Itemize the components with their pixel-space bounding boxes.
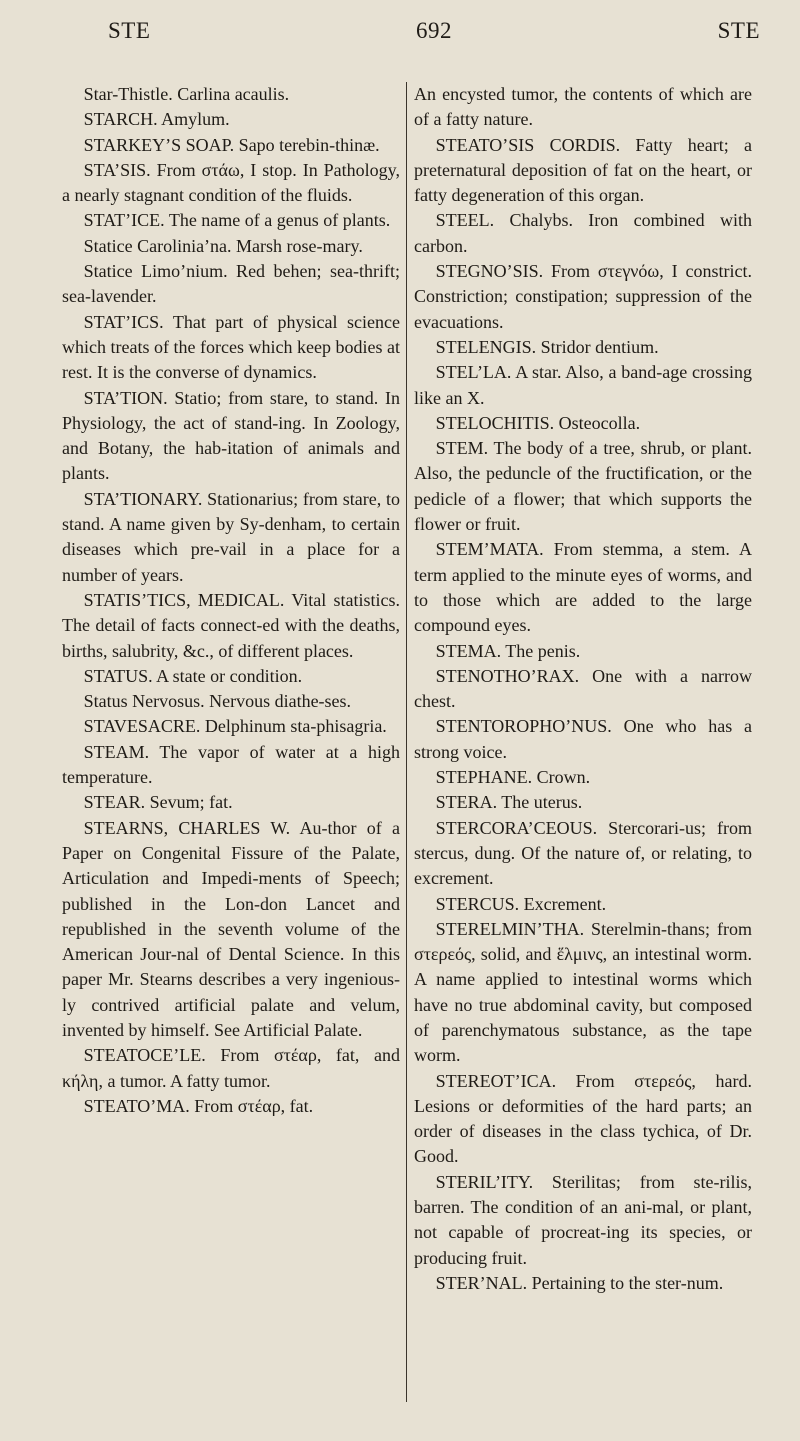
dictionary-entry: STARCH. Amylum. (83, 109, 230, 130)
dictionary-entry: STAT’ICE. The name of a genus of plants. (83, 210, 391, 231)
dictionary-entry: STEPHANE. Crown. (435, 767, 591, 788)
dictionary-entry: STA’TION. Statio; from stare, to stand. In Physiology, the act of stand-ing. In Zoology, and Botany, the hab-itation of animals and plants. (62, 387, 400, 484)
dictionary-entry: STEREOT’ICA. From στερεός, hard. Lesions or deformities of the hard parts; an order of diseases in the class tychica, of Dr. Good. (414, 1070, 752, 1167)
dictionary-entry: STATUS. A state or condition. (83, 665, 303, 686)
dictionary-entry: STELENGIS. Stridor dentium. (435, 336, 659, 357)
dictionary-entry: STARKEY’S SOAP. Sapo terebin-thinæ. (83, 134, 380, 155)
dictionary-entry: STEEL. Chalybs. Iron combined with carbon. (414, 210, 752, 256)
column-divider (406, 82, 407, 1402)
dictionary-entry: STEM. The body of a tree, shrub, or plant. Also, the peduncle of the fructification, or the pedicle of a flower; that which supports the flower or fruit. (414, 438, 752, 535)
dictionary-entry: STERIL’ITY. Sterilitas; from ste-rilis, barren. The condition of an ani-mal, or plant, not capable of procreat-ing its species, or producing fruit. (414, 1171, 752, 1268)
header-right-guideword: STE (717, 18, 760, 43)
dictionary-entry: Statice Carolinia’na. Marsh rose-mary. (83, 235, 363, 256)
dictionary-entry: STENTOROPHO’NUS. One who has a strong voice. (414, 716, 752, 762)
page-number: 692 (416, 18, 452, 43)
dictionary-entry: STENOTHO’RAX. One with a narrow chest. (414, 665, 752, 712)
dictionary-entry: STEMA. The penis. (435, 640, 581, 661)
dictionary-entry: STERA. The uterus. (435, 792, 583, 813)
dictionary-entry: STEAR. Sevum; fat. (83, 792, 233, 813)
header-left-guideword: STE (108, 18, 151, 43)
dictionary-entry: STEGNO’SIS. From στεγνόω, I constrict. Constriction; constipation; suppression of the evacuations. (414, 261, 752, 332)
dictionary-entry: STEATO’MA. From στέαρ, fat. (83, 1095, 314, 1116)
dictionary-entry: STATIS’TICS, MEDICAL. Vital statistics. The detail of facts connect-ed with the deaths, births, salubrity, &c., of different places. (62, 589, 400, 661)
left-column (62, 82, 400, 1119)
dictionary-entry: STEATOCE’LE. From στέαρ, fat, and κήλη, a tumor. A fatty tumor. (62, 1045, 400, 1091)
dictionary-entry: STERCORA’CEOUS. Stercorari-us; from stercus, dung. Of the nature of, or relating, to excrement. (414, 817, 752, 889)
dictionary-entry: STEL’LA. A star. Also, a band-age crossing like an X. (414, 362, 752, 408)
running-header (108, 18, 760, 44)
dictionary-entry: STA’SIS. From στάω, I stop. In Pathology, a nearly stagnant condition of the fluids. (62, 159, 400, 206)
dictionary-entry: STELOCHITIS. Osteocolla. (435, 412, 641, 433)
dictionary-entry: Status Nervosus. Nervous diathe-ses. (83, 691, 352, 712)
dictionary-entry: STER’NAL. Pertaining to the ster-num. (435, 1272, 724, 1293)
dictionary-entry: STEAM. The vapor of water at a high temperature. (62, 741, 400, 788)
dictionary-entry: STAT’ICS. That part of physical science which treats of the forces which keep bodies at rest. It is the converse of dynamics. (62, 311, 400, 383)
dictionary-entry: Statice Limo’nium. Red behen; sea-thrift; sea-lavender. (62, 261, 400, 307)
dictionary-entry: STAVESACRE. Delphinum sta-phisagria. (83, 716, 387, 737)
dictionary-entry: STEM’MATA. From stemma, a stem. A term applied to the minute eyes of worms, and to those which are added to the large compound eyes. (414, 539, 752, 636)
dictionary-entry: Star-Thistle. Carlina acaulis. (83, 84, 290, 104)
dictionary-entry: STEATO’SIS CORDIS. Fatty heart; a preternatural deposition of fat on the heart, or fatty degeneration of this organ. (414, 134, 752, 206)
dictionary-entry: STERELMIN’THA. Sterelmin-thans; from στερεός, solid, and ἕλμινς, an intestinal worm. A name applied to intestinal worms which have no true abdominal cavity, but composed of parenchymatous substance, as the tape worm. (414, 918, 752, 1066)
dictionary-entry: STA’TIONARY. Stationarius; from stare, to stand. A name given by Sy-denham, to certain diseases which pre-vail in a place for a number of years. (62, 488, 400, 585)
right-column (414, 82, 752, 1296)
dictionary-entry: STEARNS, CHARLES W. Au-thor of a Paper on Congenital Fissure of the Palate, Articulation and Impedi-ments of Speech; published in the Lon-don Lancet and republished in the seventh volume of the American Jour-nal of Dental Science. In this paper Mr. Stearns describes a very ingenious-ly contrived artificial palate and velum, invented by himself. See Artificial Palate. (62, 817, 400, 1040)
dictionary-entry: STERCUS. Excrement. (435, 893, 607, 914)
dictionary-entry-continued: An encysted tumor, the contents of which are of a fatty nature. (414, 84, 752, 130)
